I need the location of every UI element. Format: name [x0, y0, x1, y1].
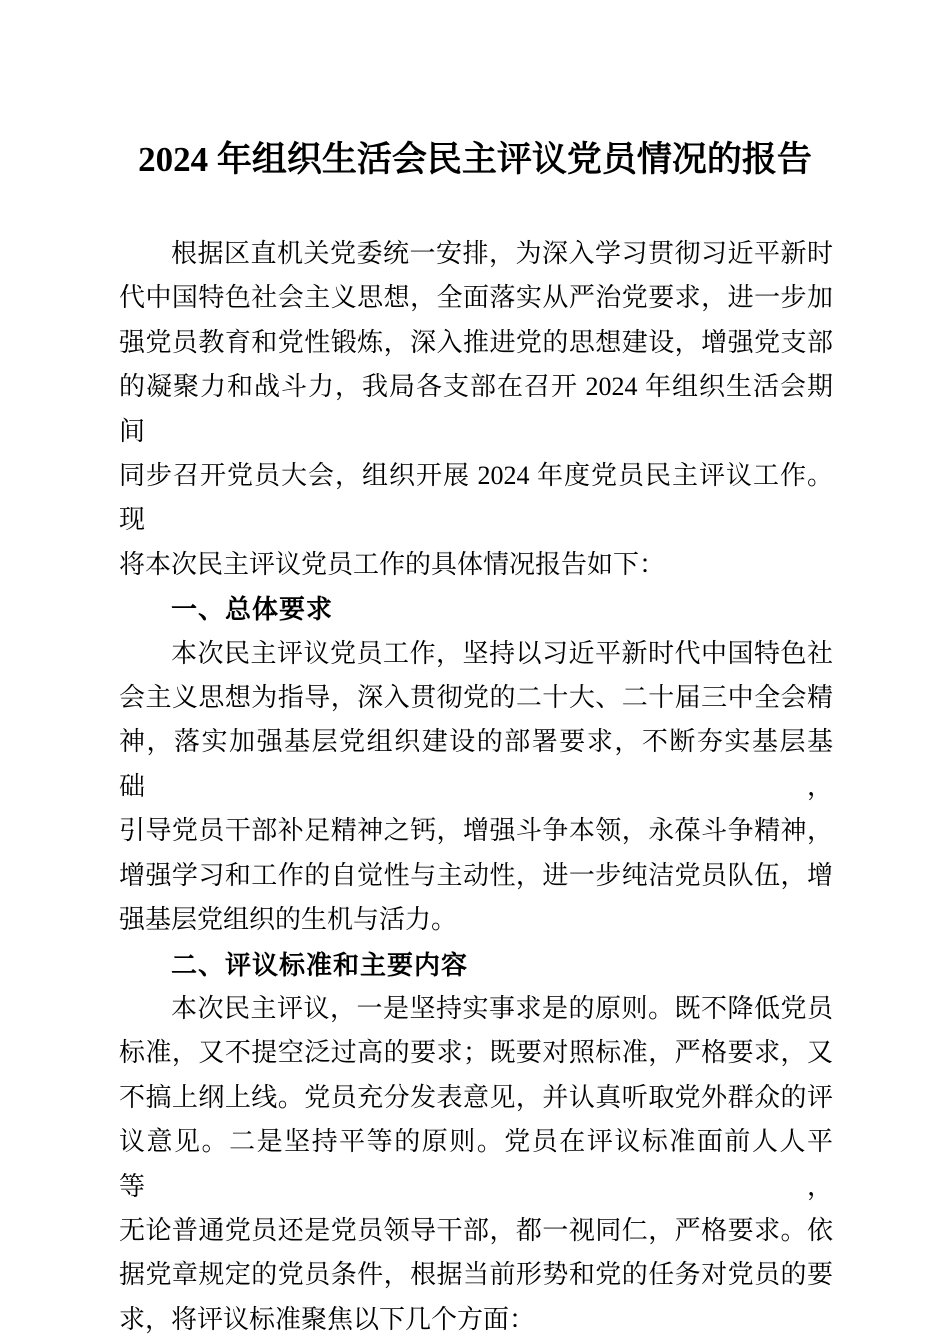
doc-line: 代中国特色社会主义思想，全面落实从严治党要求，进一步加 — [119, 283, 833, 313]
doc-title: 2024 年组织生活会民主评议党员情况的报告 — [138, 140, 812, 179]
doc-line: 同步召开党员大会，组织开展 2024 年度党员民主评议工作。现 — [119, 461, 833, 535]
doc-line: 强基层党组织的生机与活力。 — [119, 905, 458, 935]
doc-line: 增强学习和工作的自觉性与主动性，进一步纯洁党员队伍，增 — [119, 860, 833, 890]
doc-line: 根据区直机关党委统一安排，为深入学习贯彻习近平新时 — [171, 239, 833, 268]
doc-line: 据党章规定的党员条件，根据当前形势和党的任务对党员的要 — [119, 1260, 833, 1290]
doc-line: 将本次民主评议党员工作的具体情况报告如下： — [119, 549, 666, 579]
doc-line: 标准，又不提空泛过高的要求；既要对照标准，严格要求，又 — [119, 1038, 833, 1068]
doc-line: 引导党员干部补足精神之钙，增强斗争本领，永葆斗争精神， — [119, 816, 833, 846]
doc-line: 强党员教育和党性锻炼，深入推进党的思想建设，增强党支部 — [119, 327, 833, 357]
doc-line: 求，将评议标准聚焦以下几个方面： — [119, 1304, 536, 1334]
section-heading: 一、总体要求 — [171, 594, 334, 625]
doc-line: 不搞上纲上线。党员充分发表意见，并认真听取党外群众的评 — [119, 1082, 833, 1112]
doc-line: 的凝聚力和战斗力，我局各支部在召开 2024 年组织生活会期间 — [119, 372, 833, 446]
doc-line: 本次民主评议，一是坚持实事求是的原则。既不降低党员 — [171, 993, 833, 1023]
doc-line: 神，落实加强基层党组织建设的部署要求，不断夯实基层基础， — [119, 727, 833, 801]
doc-line: 本次民主评议党员工作，坚持以习近平新时代中国特色社 — [171, 638, 833, 668]
section-heading: 二、评议标准和主要内容 — [171, 949, 469, 980]
doc-line: 议意见。二是坚持平等的原则。党员在评议标准面前人人平等， — [119, 1127, 833, 1201]
doc-line: 无论普通党员还是党员领导干部，都一视同仁，严格要求。依 — [119, 1215, 833, 1245]
doc-line: 会主义思想为指导，深入贯彻党的二十大、二十届三中全会精 — [119, 683, 833, 713]
doc-body — [119, 232, 833, 1342]
